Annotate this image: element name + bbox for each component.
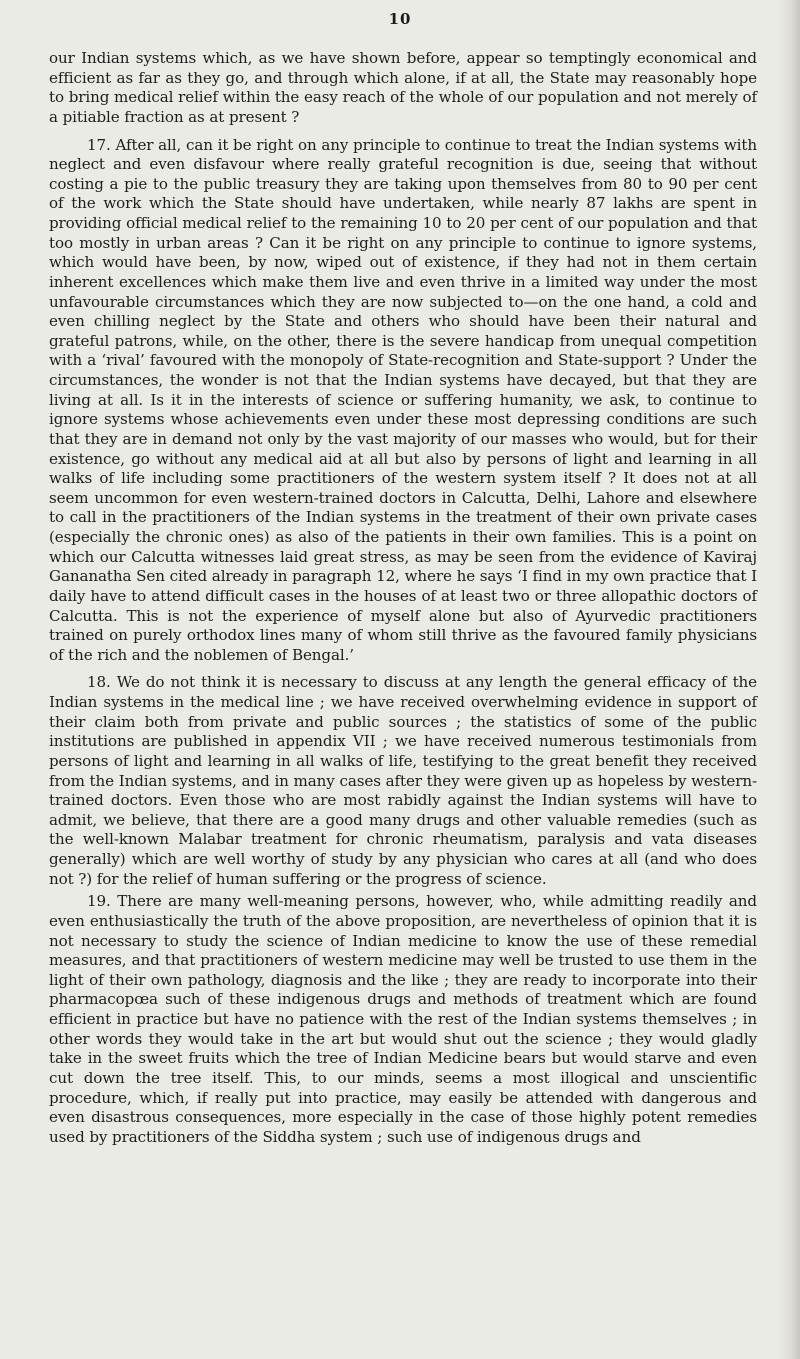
paragraph-17: 17. After all, can it be right on any principle to continue to treat the Indian systems with neglect and even disfavour where really grateful recognition is due, seeing that without costing a pie to the public treasury they are taking upon themselves from 80 to 90 per cent of the work which the State should have undertaken, while nearly 87 lakhs are spent in providing official medical relief to the remaining 10 to 20 per cent of our population and that too mostly in urban areas ? Can it be right on any principle to continue to ignore systems, which would have been, by now, wiped out of existence, if they had not in them certain inherent excellences which make them live and even thrive in a limited way under the most unfavourable circumstances which they are now subjected to—on the one hand, a cold and even chilling neglect by the State and others who should have been their natural and grateful patrons, while, on the other, there is the severe handicap from unequal competition with a ‘rival’ favoured with the monopoly of State-recognition and State-support ? Under the circumstances, the wonder is not that the Indian systems have decayed, but that they are living at all. Is it in the interests of science or suffering humanity, we ask, to continue to ignore systems whose achievements even under these most depressing conditions are such that they are in demand not only by the vast majority of our masses who would, but for their existence, go without any medical aid at all but also by persons of light and learning in all walks of life including some practitioners of the western system itself ? It does not at all seem uncommon for even western-trained doctors in Calcutta, Delhi, Lahore and elsewhere to call in the practitioners of the Indian systems in the treatment of their own private cases (especially the chronic ones) as also of the patients in their own families. This is a point on which our Calcutta witnesses laid great stress, as may be seen from the evidence of Kaviraj Gananatha Sen cited already in paragraph 12, where he says ‘I find in my own practice that I daily have to attend difficult cases in the houses of at least two or three allopathic doctors of Calcutta. This is not the experience of myself alone but also of Ayurvedic practitioners trained on purely orthodox lines many of whom still thrive as the favoured family physicians of the rich and the noblemen of Bengal.’ xyxy=(49,135,757,664)
paragraph-19: 19. There are many well-meaning persons, however, who, while admitting readily and even enthusiastically the truth of the above proposition, are nevertheless of opinion that it is not necessary to study the science of Indian medicine to know the use of these remedial measures, and that practitioners of western medicine may well be trusted to use them in the light of their own pathology, diagnosis and the like ; they are ready to incorporate into their pharmacopœa such of these indigenous drugs and methods of treatment which are found efficient in practice but have no patience with the rest of the Indian systems themselves ; in other words they would take in the art but would shut out the science ; they would gladly take in the sweet fruits which the tree of Indian Medicine bears but would starve and even cut down the tree itself. This, to our minds, seems a most illogical and unscientific procedure, which, if really put into practice, may easily be attended with dangerous and even disastrous consequences, more especially in the case of those highly potent remedies used by practitioners of the Siddha system ; such use of indigenous drugs and xyxy=(49,892,757,1146)
paragraph-continuation: our Indian systems which, as we have shown before, appear so temptingly economical and efficient as far as they go, and through which alone, if at all, the State may reasonably hope to bring medical relief within the easy reach of the whole of our population and not merely of a pitiable fraction as at present ? xyxy=(49,49,757,126)
body-text xyxy=(49,49,757,1147)
paragraph-18: 18. We do not think it is necessary to discuss at any length the general efficacy of the Indian systems in the medical line ; we have received overwhelming evidence in support of their claim both from private and public sources ; the statistics of some of the public institutions are published in appendix VII ; we have received numerous testimonials from persons of light and learning in all walks of life, testifying to the great benefit they received from the Indian systems, and in many cases after they were given up as hopeless by western-trained doctors. Even those who are most rabidly against the Indian systems will have to admit, we believe, that there are a good many drugs and other valuable remedies (such as the well-known Malabar treatment for chronic rheumatism, paralysis and vata diseases generally) which are well worthy of study by any physician who cares at all (and who does not ?) for the relief of human suffering or the progress of science. xyxy=(49,673,757,888)
page-edge-shadow xyxy=(778,0,800,1359)
page-number: 10 xyxy=(388,10,412,28)
